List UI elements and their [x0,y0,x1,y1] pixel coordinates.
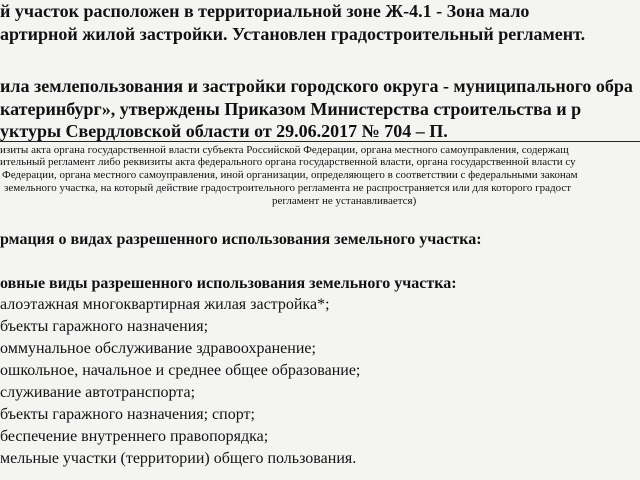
signature-rule [0,141,640,142]
use-item-5: служивание автотранспорта; [0,384,196,401]
use-item-7: беспечение внутреннего правопорядка; [0,428,269,445]
rules-text-line-3: уктуры Свердловской области от 29.06.2017 № 704 – П. [0,121,448,141]
use-item-1: алоэтажная многоквартирная жилая застройка*; [0,296,330,313]
info-heading: рмация о видах разрешенного использования земельного участка: [0,231,482,248]
use-item-4: ошкольное, начальное и среднее общее образование; [0,362,361,379]
zone-text-line-1: й участок расположен в территориальной зоне Ж-4.1 - Зона мало [0,1,530,21]
main-uses-heading: овные виды разрешенного использования земельного участка: [0,275,457,292]
rules-text-line-1: ила землепользования и застройки городского округа - муниципального обра [0,76,633,96]
footnote-line-4: земельного участка, на который действие градостроительного регламента не распространяется или для которого градост [4,182,572,194]
use-item-3: оммунальное обслуживание здравоохранение; [0,340,316,357]
use-item-6: бъекты гаражного назначения; спорт; [0,406,255,423]
footnote-line-5: регламент не устанавливается) [272,195,417,207]
zone-text-line-2: артирной жилой застройки. Установлен градостроительный регламент. [0,24,586,44]
footnote-line-3: Федерации, органа местного самоуправления, иной организации, определяющего в соответствии с федеральными законам [2,169,578,181]
use-item-2: бъекты гаражного назначения; [0,318,209,335]
use-item-8: мельные участки (территории) общего пользования. [0,450,357,467]
footnote-line-1: изиты акта органа государственной власти субъекта Российской Федерации, органа местного самоуправления, содержащ [0,144,569,156]
rules-text-line-2: катеринбург», утверждены Приказом Министерства строительства и р [0,99,582,119]
footnote-line-2: ительный регламент либо реквизиты акта федерального органа государственной власти, органа государственной власти су [0,156,576,168]
